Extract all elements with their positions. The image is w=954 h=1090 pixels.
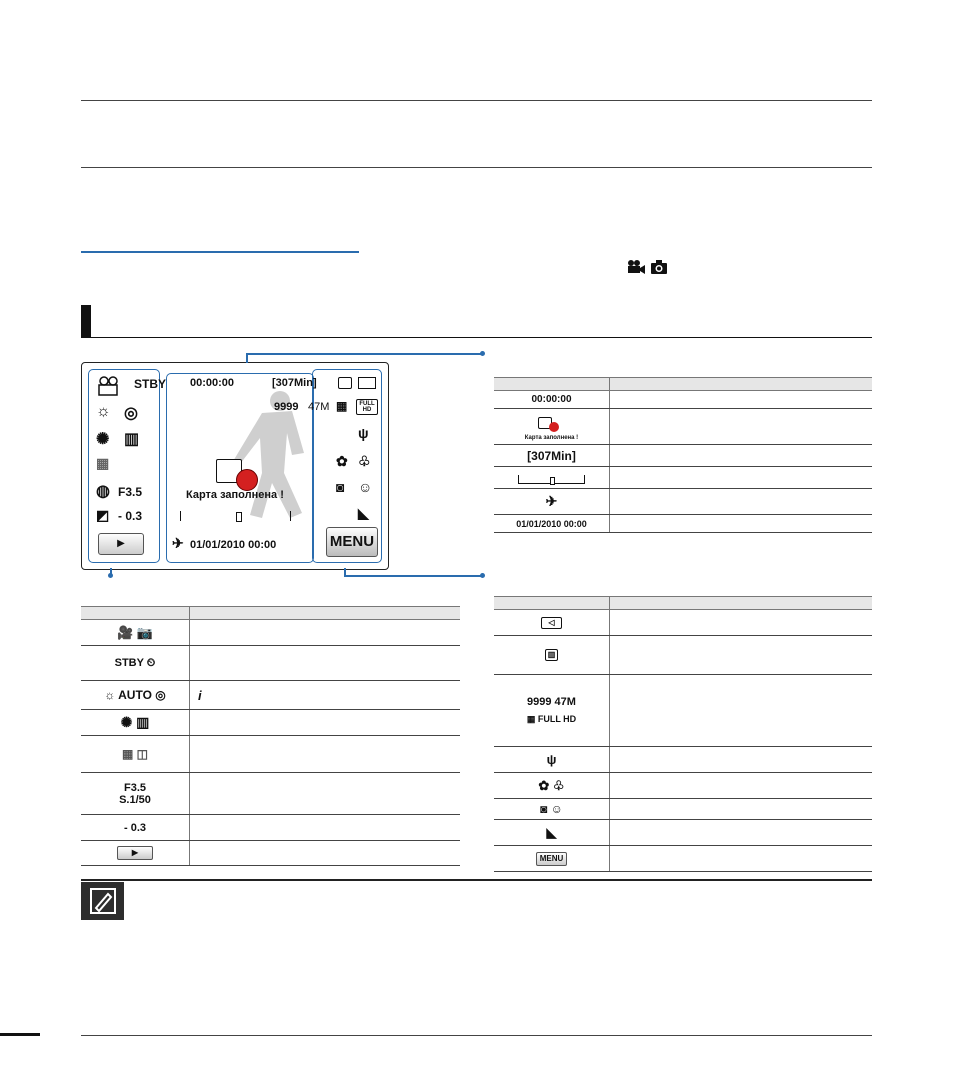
lcd-datetime: 01/01/2010 00:00 (190, 539, 277, 551)
table-row (494, 515, 872, 533)
table-row (81, 773, 460, 815)
note-icon (81, 882, 124, 920)
card-full-caption: Карта заполнена ! (524, 434, 579, 441)
storage-icon (338, 377, 352, 389)
slider-tick-left (180, 511, 181, 521)
mode-icons: 🎥 📷 (81, 620, 190, 646)
header-rule-top (81, 100, 872, 101)
aperture-icon: ◍ (96, 483, 110, 500)
storage-icon: ◁ (541, 617, 561, 629)
menu-button-icon: MENU (536, 852, 568, 866)
callout-top-dot (480, 351, 485, 356)
macro-face-icons: ✿ ♧ (494, 773, 610, 799)
menu-button[interactable]: MENU (326, 527, 378, 557)
table-row (494, 489, 872, 515)
metering-icons: ▦ ◫ (81, 736, 190, 773)
table-row (494, 445, 872, 467)
card-full-dot (549, 422, 559, 432)
section-marker (81, 305, 91, 338)
callout-top-stem (246, 353, 248, 363)
table-row (494, 391, 872, 409)
left-indicators-table (81, 606, 460, 866)
table-row (494, 820, 872, 846)
subheading-underline (81, 251, 359, 253)
lcd-fullhd: FULL HD (356, 399, 378, 415)
exposure-icon: ◩ (96, 507, 110, 523)
tele-macro-icon: ✿ (336, 453, 348, 469)
right-indicators-table (494, 596, 872, 872)
face-detection-icon: ♧ (358, 453, 371, 469)
table-row (494, 747, 872, 773)
quality-fullhd-icons: ▦ FULL HD (526, 714, 577, 724)
photo-count-size: 9999 47M (527, 696, 576, 708)
table-row (494, 773, 872, 799)
table-row (494, 636, 872, 675)
callout-left-dot (108, 573, 113, 578)
battery-icon (358, 377, 376, 389)
white-balance-icon: ✺ (96, 431, 110, 448)
scene-mode-icon: ◎ (124, 405, 138, 422)
footer-rule (81, 1035, 872, 1036)
fstop-value: F3.5 (123, 781, 146, 794)
exposure-value: - 0.3 (81, 815, 190, 841)
lcd-card-full-msg: Карта заполнена ! (186, 489, 284, 501)
world-time-icon: ✈ (172, 535, 184, 551)
mode-icons (626, 259, 668, 280)
table-row (81, 620, 460, 646)
skater-silhouette (232, 383, 312, 533)
lcd-timecode: 00:00:00 (190, 377, 235, 389)
row-icon (494, 409, 610, 445)
card-full-dot (236, 469, 258, 491)
slider-icon (518, 471, 585, 484)
movie-mode-icon (96, 375, 122, 397)
table-row (494, 846, 872, 872)
hdis-icon: ψ (494, 747, 610, 773)
smart-auto-icons: ☼ AUTO ◎ (81, 681, 190, 710)
wb-iscene-icons: ✺ ▥ (81, 710, 190, 736)
callout-bottom-dot (480, 573, 485, 578)
info-i: i (190, 681, 461, 710)
slider-tick-right (290, 511, 291, 521)
callout-top (246, 353, 482, 355)
iscene-icon: ▥ (124, 431, 140, 448)
table-row (81, 815, 460, 841)
callout-bottom (344, 575, 482, 577)
row-icon: [307Min] (494, 445, 610, 467)
quick-menu-icon: ◣ (358, 505, 369, 521)
table-row (81, 841, 460, 866)
table-row (81, 646, 460, 681)
center-indicators-table (494, 377, 872, 533)
row-icon (494, 467, 610, 489)
smile-shot-icon: ☺ (358, 479, 373, 495)
smart-auto-icon: ☼ (96, 403, 111, 420)
digital-effect-icon: ◙ (336, 479, 345, 495)
lcd-remaining: [307Min] (272, 377, 317, 389)
battery-icon: ▥ (545, 649, 559, 661)
section-rule (81, 337, 872, 338)
photo-camera-icon (650, 262, 668, 279)
table-row (81, 681, 460, 710)
lcd-photo-size: 47M (308, 401, 330, 413)
hdis-icon: ψ (358, 425, 369, 441)
lcd-fstop: F3.5 (118, 485, 143, 499)
slider-thumb (236, 512, 242, 522)
table-row (494, 467, 872, 489)
play-button[interactable]: ▶ (98, 533, 144, 555)
stby-timer-icons: STBY ⏲ (81, 646, 190, 681)
table-row (494, 610, 872, 636)
lcd-photo-count: 9999 (274, 401, 299, 413)
world-time-icon: ✈ (494, 489, 610, 515)
note-rule (81, 879, 872, 881)
metering-icon: ▦ (96, 455, 110, 471)
shutter-value: S.1/50 (119, 793, 151, 806)
header-rule-bottom (81, 167, 872, 168)
table-row (81, 736, 460, 773)
lcd-stby: STBY (134, 377, 167, 391)
table-row (494, 675, 872, 747)
row-icon: 00:00:00 (494, 391, 610, 409)
photo-quality-icon: ▦ (336, 399, 348, 413)
quick-menu-icon: ◣ (494, 820, 610, 846)
row-icon: 01/01/2010 00:00 (494, 515, 610, 533)
table-row (494, 799, 872, 820)
effect-smile-icons: ◙ ☺ (494, 799, 610, 820)
table-row (494, 409, 872, 445)
play-button-icon: ▶ (117, 846, 153, 860)
lcd-exposure: - 0.3 (118, 509, 143, 523)
lcd-screen (81, 362, 389, 570)
movie-camera-icon (626, 262, 650, 279)
table-row (81, 710, 460, 736)
footer-marker (0, 1033, 40, 1036)
